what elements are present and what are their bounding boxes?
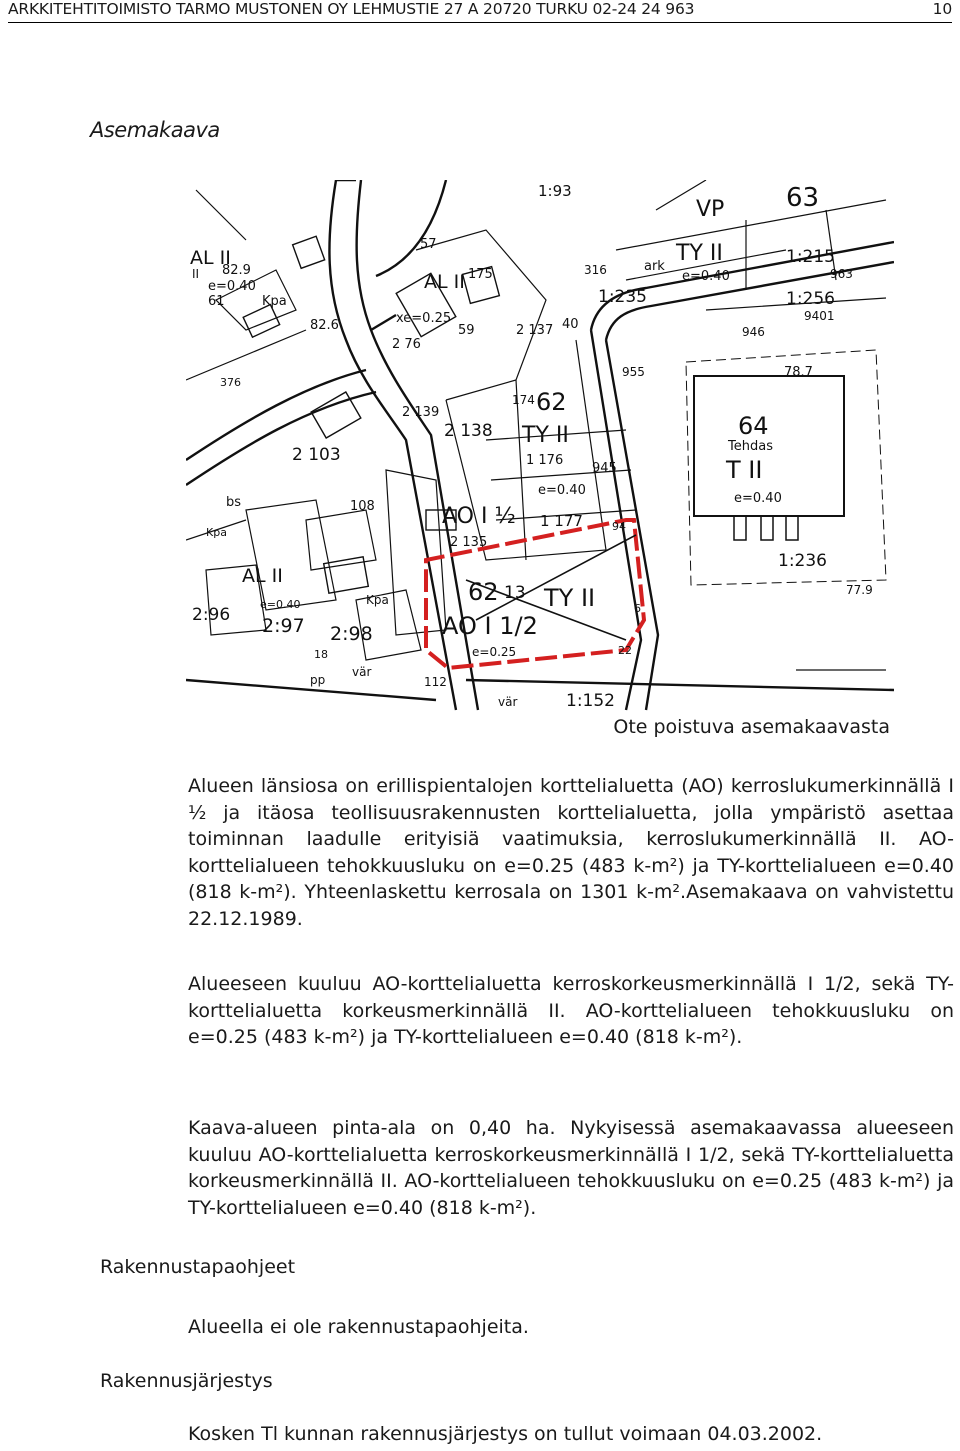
map-label: 376 <box>220 376 241 389</box>
map-label: 61 <box>208 294 225 309</box>
map-label: 1:215 <box>786 247 835 267</box>
map-label: 40 <box>562 317 579 332</box>
map-label: ark <box>644 259 665 274</box>
map-label: 1:93 <box>538 182 572 200</box>
map-label: 963 <box>830 267 853 281</box>
map-label: 77.9 <box>846 583 873 597</box>
map-label: 108 <box>350 499 375 514</box>
map-label: 2 139 <box>402 405 440 420</box>
map-label: 62 <box>536 388 567 416</box>
zoning-plan-map <box>186 180 894 712</box>
map-label: 13 <box>504 583 526 603</box>
map-label: 57 <box>420 237 437 252</box>
paragraph-area-size: Kaava-alueen pinta-ala on 0,40 ha. Nykyisessä asemakaavassa alueeseen kuuluu AO-korttelialuetta kerroskorkeusmerkinnällä I 1/2, sekä TY-korttelialuetta korkeusmerkinnällä II. AO-korttelialueen tehokkuusluku on e=0.25 (483 k-m²) ja TY-korttelialueen e=0.40 (818 k-m²). <box>188 1117 954 1219</box>
map-label: 59 <box>458 323 475 338</box>
map-label: e=0.40 <box>682 269 730 284</box>
map-label: 1 177 <box>540 512 583 530</box>
map-label: e=0.40 <box>260 598 301 611</box>
map-label: 1:236 <box>778 551 827 571</box>
text-rakennusjarjestys: Kosken Tl kunnan rakennusjärjestys on tullut voimaan 04.03.2002. <box>188 1423 823 1445</box>
map-label: AO I ½ <box>442 504 516 529</box>
map-label: 175 <box>468 267 493 282</box>
map-label: 9401 <box>804 309 835 323</box>
map-label: Kpa <box>262 294 287 309</box>
map-label: 2 138 <box>444 421 493 441</box>
map-label: 316 <box>584 263 607 277</box>
map-label: TY II <box>522 423 569 448</box>
map-label: TY II <box>544 584 596 612</box>
map-label: VP <box>696 197 725 222</box>
map-label: Kpa <box>366 593 389 607</box>
map-label: 1:235 <box>598 287 647 307</box>
map-label: bs <box>226 495 242 510</box>
paragraph-zoning-current: Alueeseen kuuluu AO-korttelialuetta kerroskorkeusmerkinnällä I 1/2, sekä TY-korttelialuetta korkeusmerkinnällä II. AO-korttelialueen tehokkuusluku on e=0.25 (483 k-m²) ja TY-korttelialueen e=0.40 (818 k-m²). <box>188 973 954 1049</box>
paragraph-zoning-history: Alueen länsiosa on erillispientalojen korttelialuetta (AO) kerroslukumerkinnällä I ½ ja itäosa teollisuusrakennusten korttelialuetta, jolla ympäristö asettaa toiminnan laadulle erityisiä vaatimuksia, kerroslukumerkinnällä II. AO-korttelialueen tehokkuusluku on e=0.25 (483 k-m²) ja TY-korttelialueen e=0.40 (818 k-m²). Yhteenlaskettu kerrosala on 1301 k-m².Asemakaava on vahvistettu 22.12.1989. <box>188 775 954 930</box>
map-label: 946 <box>742 325 765 339</box>
map-label: 18 <box>314 648 328 661</box>
section-title: Asemakaava <box>90 118 220 142</box>
map-label: e=0.40 <box>208 279 256 294</box>
map-label: 64 <box>738 412 769 440</box>
map-label: AO I 1/2 <box>442 612 538 640</box>
map-label: 22 <box>618 644 632 657</box>
map-label: Tehdas <box>728 439 773 454</box>
map-label: 1:152 <box>566 691 615 711</box>
map-label: 62 <box>468 578 499 606</box>
map-label: 2 137 <box>516 323 554 338</box>
map-label: e=0.40 <box>538 483 586 498</box>
map-label: AL II <box>242 565 283 587</box>
map-label: vär <box>498 695 518 709</box>
map-label: 2 103 <box>292 445 341 465</box>
company-address: ARKKITEHTITOIMISTO TARMO MUSTONEN OY LEHMUSTIE 27 A 20720 TURKU 02-24 24 963 <box>8 0 695 18</box>
map-label: 2 76 <box>392 337 421 352</box>
map-label: 82.9 <box>222 263 251 278</box>
text-rakennustapaohjeet: Alueella ei ole rakennustapaohjeita. <box>188 1316 529 1338</box>
map-label: T II <box>726 456 763 484</box>
map-caption: Ote poistuva asemakaavasta <box>613 716 890 738</box>
page-number: 10 <box>932 0 952 18</box>
map-label: 112 <box>424 675 447 689</box>
map-label: 63 <box>786 183 820 213</box>
map-label: TY II <box>676 241 723 266</box>
map-label: 1:256 <box>786 289 835 309</box>
map-label: vär <box>352 665 372 679</box>
map-label: 1 176 <box>526 453 564 468</box>
map-label: 2:98 <box>330 623 373 645</box>
map-label: xe=0.25 <box>396 311 452 326</box>
map-label: AL II <box>424 271 465 293</box>
map-label: 2:97 <box>262 615 305 637</box>
map-label: AL II <box>190 247 231 269</box>
map-label: 955 <box>622 365 645 379</box>
map-label: 94 <box>612 520 626 533</box>
map-label: 945 <box>592 461 617 476</box>
heading-rakennustapaohjeet: Rakennustapaohjeet <box>100 1256 296 1278</box>
map-label: 6 <box>634 602 641 615</box>
map-label: Kpa <box>206 526 227 539</box>
map-label: 2 135 <box>450 535 488 550</box>
map-label: II <box>192 267 200 281</box>
heading-rakennusjarjestys: Rakennusjärjestys <box>100 1370 273 1392</box>
page-header <box>8 0 952 23</box>
map-label: e=0.25 <box>472 645 517 659</box>
map-label: 82.6 <box>310 318 339 333</box>
map-label: 174 <box>512 393 535 407</box>
map-label: 78.7 <box>784 365 813 380</box>
map-label: e=0.40 <box>734 491 782 506</box>
map-label: 2:96 <box>192 605 231 625</box>
map-label: pp <box>310 673 326 687</box>
